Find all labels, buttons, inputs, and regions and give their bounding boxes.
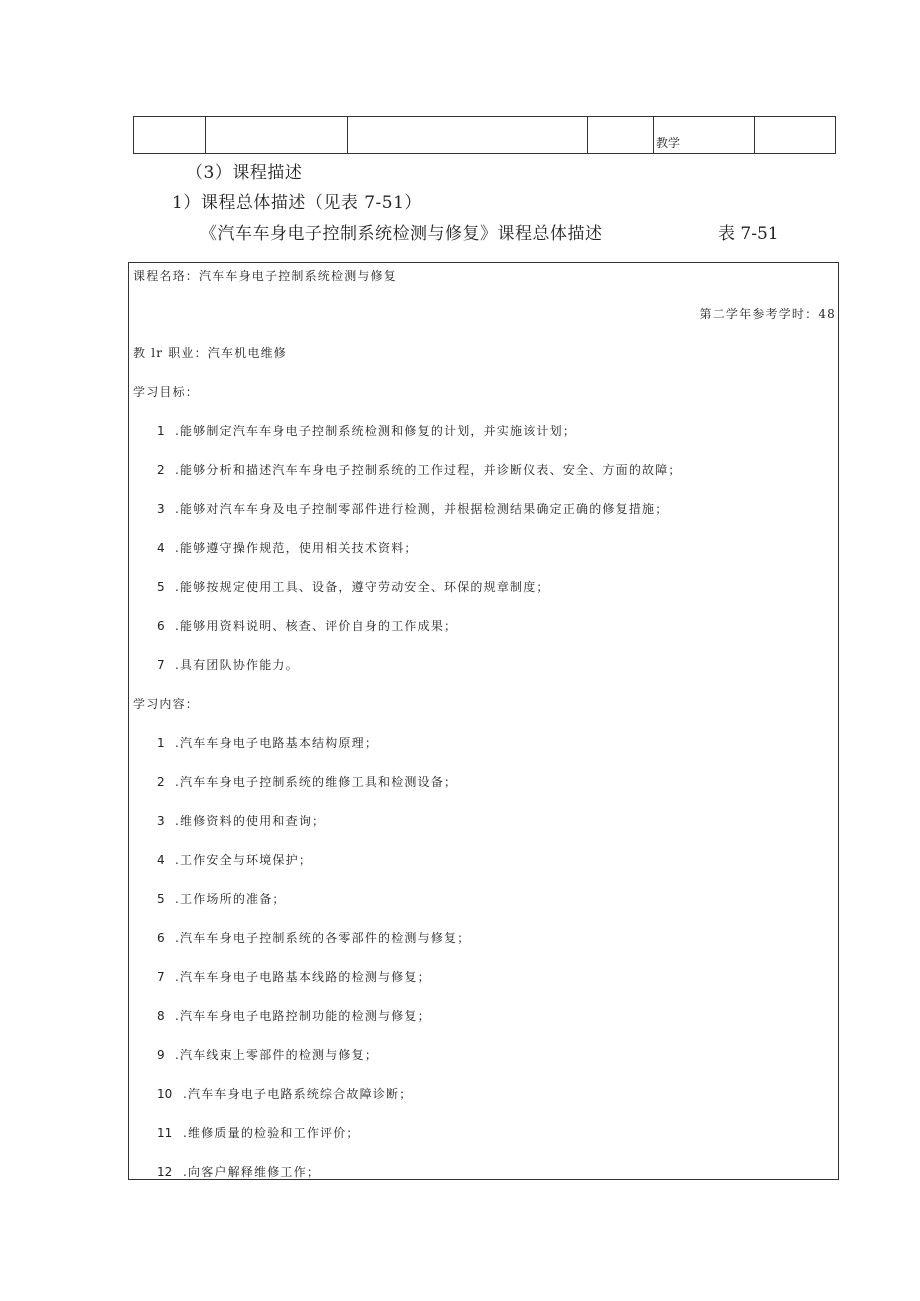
content-item: 11 .维修质量的检验和工作评价；	[157, 1126, 360, 1140]
content-item: 3 .维修资料的使用和查询；	[157, 814, 326, 828]
content-title: 学习内容：	[133, 697, 200, 711]
objective-item: 2 .能够分析和描述汽车车身电子控制系统的工作过程，并诊断仪表、安全、方面的故障；	[157, 463, 682, 477]
content-item: 6 .汽车车身电子控制系统的各零部件的检测与修复；	[157, 931, 471, 945]
objectives-title: 学习目标：	[133, 385, 200, 399]
course-name: 课程名珞：汽车车身电子控制系统检测与修复	[133, 269, 398, 283]
objective-item: 3 .能够对汽车车身及电子控制零部件进行检测，并根据检测结果确定正确的修复措施；	[157, 502, 669, 516]
course-career: 教 lr 职业：汽车机电维修	[133, 346, 288, 360]
content-item: 2 .汽车车身电子控制系统的维修工具和检测设备；	[157, 775, 458, 789]
content-item: 8 .汽车车身电子电路控制功能的检测与修复；	[157, 1009, 431, 1023]
course-hours: 第二学年参考学时：48	[699, 307, 836, 321]
content-item: 9 .汽车线束上零部件的检测与修复；	[157, 1048, 379, 1062]
subsection-heading: 1）课程总体描述（见表 7-51）	[172, 193, 422, 213]
content-item: 4 .工作安全与环境保护；	[157, 853, 313, 867]
table-row	[134, 117, 836, 154]
table-caption: 《汽车车身电子控制系统检测与修复》课程总体描述	[200, 224, 603, 244]
objective-item: 5 .能够按规定使用工具、设备，遵守劳动安全、环保的规章制度；	[157, 580, 550, 594]
content-item: 12 .向客户解释维修工作；	[157, 1165, 321, 1179]
table-cell	[134, 117, 206, 154]
objective-item: 1 .能够制定汽车车身电子控制系统检测和修复的计划，并实施该计划；	[157, 424, 577, 438]
content-item: 10 .汽车车身电子电路系统综合故障诊断；	[157, 1087, 413, 1101]
table-cell	[588, 117, 654, 154]
table-cell	[348, 117, 588, 154]
objective-item: 6 .能够用资料说明、核查、评价自身的工作成果；	[157, 619, 458, 633]
content-item: 5 .工作场所的准备；	[157, 892, 286, 906]
table-label: 表 7-51	[718, 224, 779, 244]
section-heading: （3）课程描述	[186, 163, 303, 183]
table-cell-teaching: 教学	[654, 117, 755, 154]
table-cell	[206, 117, 348, 154]
content-item: 7 .汽车车身电子电路基本线路的检测与修复；	[157, 970, 431, 984]
course-description-box	[128, 262, 839, 1180]
objective-item: 4 .能够遵守操作规范，使用相关技术资料；	[157, 541, 418, 555]
objective-item: 7 .具有团队协作能力。	[157, 658, 299, 672]
content-item: 1 .汽车车身电子电路基本结构原理；	[157, 736, 379, 750]
table-cell	[755, 117, 836, 154]
top-table-fragment	[133, 116, 836, 154]
